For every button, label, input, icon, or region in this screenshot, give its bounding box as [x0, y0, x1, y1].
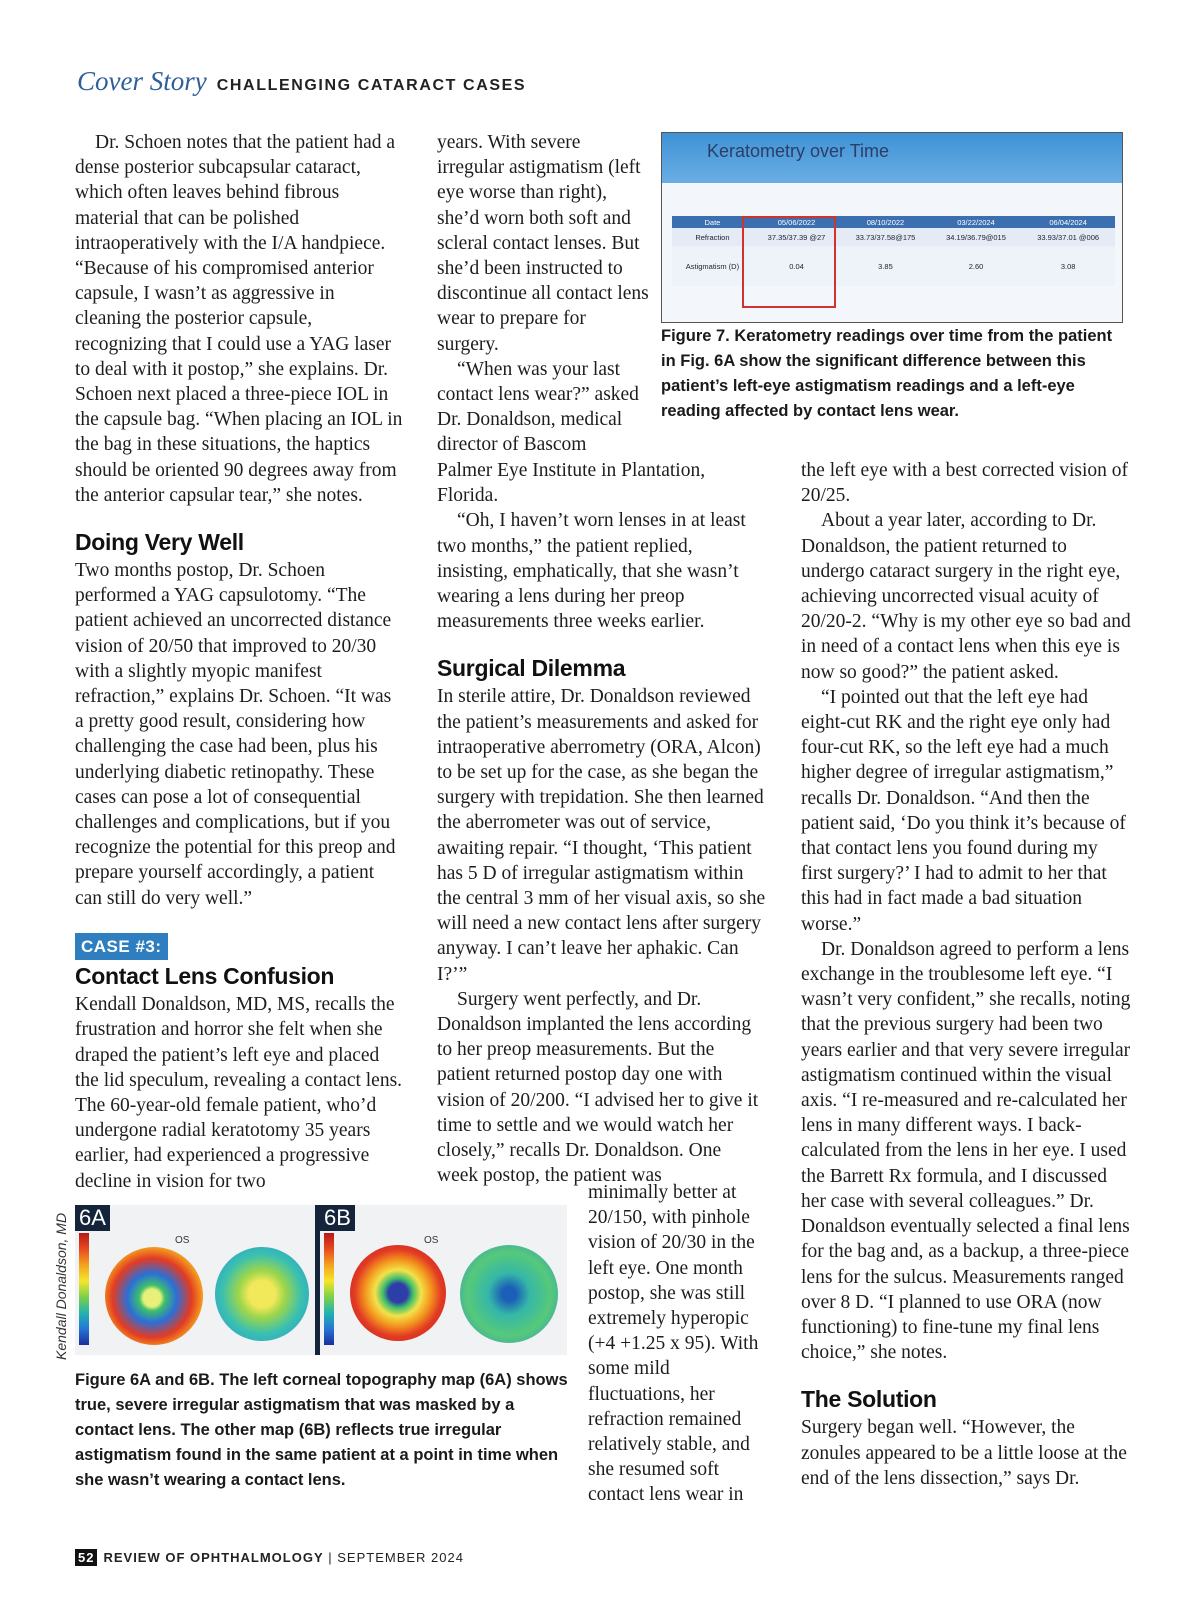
case-badge: CASE #3: [75, 933, 168, 960]
table-cell: 08/10/2022 [840, 216, 931, 228]
section-label: Cover Story [77, 66, 207, 96]
topography-panel-6b [320, 1205, 567, 1355]
table-cell: 3.08 [1021, 246, 1115, 286]
story-title: CHALLENGING CATARACT CASES [216, 77, 527, 94]
paragraph: About a year later, according to Dr. Donaldson, the patient returned to undergo cataract surgery in the right eye, achieving uncorrected visual acuity of 20/20-2. “Why is my other eye so bad and in need of a contact lens when this eye is now so good?” the patient asked. [801, 510, 1131, 683]
table-cell: Refraction [672, 228, 753, 246]
paragraph: In sterile attire, Dr. Donaldson reviewed the patient’s measurements and asked for intraoperative aberrometry (ORA, Alcon) to be set up for the case, as she began the surgery with trepidation. She then learned the aberrometer was out of service, awaiting repair. “I thought, ‘This patient has 5 D of irregular astigmatism within the central 3 mm of her visual axis, so she will need a new contact lens after surgery anyway. I can’t leave her aphakic. Can I?’” [437, 686, 766, 985]
column-2-main [437, 458, 767, 1188]
table-cell: Astigmatism (D) [672, 246, 753, 286]
topography-map [350, 1245, 446, 1341]
panel-label-6b: 6B [320, 1205, 355, 1231]
paragraph: years. With severe irregular astigmatism (left eye worse than right), she’d worn both soft and scleral contact lenses. But she’d been instructed to discontinue all contact lens wear to prepare for surgery. [437, 132, 649, 355]
table-cell: 05/06/2022 [753, 216, 840, 228]
table-header-row [672, 216, 1115, 228]
page-number: 52 [75, 1549, 97, 1566]
topography-map [460, 1245, 558, 1343]
paragraph: minimally better at 20/150, with pinhole vision of 20/30 in the left eye. One month postop, she was still extremely hyperopic (+4 +1.25 x 95). With some mild fluctuations, her refraction remained relatively stable, and she resumed soft contact lens wear in [588, 1182, 759, 1506]
table-cell: 34.19/36.79@015 [931, 228, 1022, 246]
paragraph: Dr. Schoen notes that the patient had a dense posterior subcapsular cataract, which often leaves behind fibrous material that can be polished intraoperatively with the I/A handpiece. “Because of his compromised anterior capsule, I wasn’t as aggressive in cleaning the posterior capsule, recognizing that I could use a YAG laser to deal with it postop,” she explains. Dr. Schoen next placed a three-piece IOL in the capsule bag. “When placing an IOL in the bag in these situations, the haptics should be oriented 90 degrees away from the anterior capsular tear,” she notes. [75, 132, 403, 506]
running-header [77, 66, 526, 97]
column-3 [801, 458, 1131, 1491]
paragraph: the left eye with a best corrected vision of 20/25. [801, 460, 1129, 507]
table-cell: 03/22/2024 [931, 216, 1022, 228]
table-cell: 3.85 [840, 246, 931, 286]
column-2-top [437, 130, 652, 458]
table-cell: 37.35/37.39 @27 [753, 228, 840, 246]
table-cell: Date [672, 216, 753, 228]
paragraph: “When was your last contact lens wear?” asked Dr. Donaldson, medical director of Bascom [437, 358, 639, 456]
paragraph: “Oh, I haven’t worn lenses in at least two months,” the patient replied, insisting, emphatically, that she wasn’t wearing a lens during her preop measurements three weeks earlier. [437, 510, 746, 633]
paragraph: Dr. Donaldson agreed to perform a lens exchange in the troublesome left eye. “I wasn’t very confident,” she recalls, noting that the previous surgery had been two years earlier and that very severe irregular astigmatism continued within the visual axis. “I re-measured and re-calculated her lens in many different ways. I back-calculated from the lens in her eye. I used the Barrett Rx formula, and I discussed her case with several colleagues.” Dr. Donaldson eventually selected a final lens for the bag and, as a backup, a three-piece lens for the sulcus. Measurements ranged over 8 D. “I planned to use ORA (now functioning) to fine-tune my final lens choice,” she notes. [801, 938, 1131, 1364]
table-cell: 2.60 [931, 246, 1022, 286]
subhead-the-solution: The Solution [801, 1386, 937, 1413]
photo-credit: Kendall Donaldson, MD [53, 1212, 69, 1360]
subhead-surgical-dilemma: Surgical Dilemma [437, 655, 626, 682]
keratometry-figure [661, 132, 1123, 323]
keratometry-table [672, 216, 1115, 286]
eye-label: OS [424, 1235, 439, 1246]
paragraph: Palmer Eye Institute in Plantation, Florida. [437, 460, 706, 507]
figure-6-caption: Figure 6A and 6B. The left corneal topography map (6A) shows true, severe irregular astigmatism that was masked by a contact lens. The other map (6B) reflects true irregular astigmatism found in the same patient at a point in time when she wasn’t wearing a contact lens. [75, 1371, 568, 1489]
paragraph: “I pointed out that the left eye had eight-cut RK and the right eye only had four-cut RK, so the left eye had a much higher degree of irregular astigmatism,” recalls Dr. Donaldson. “And then the patient said, ‘Do you think it’s because of that contact lens you found during my first surgery?’ I had to admit to her that this had in fact made a bad situation worse.” [801, 686, 1126, 935]
table-cell: 06/04/2024 [1021, 216, 1115, 228]
table-cell: 33.93/37.01 @006 [1021, 228, 1115, 246]
table-cell: 0.04 [753, 246, 840, 286]
color-scale [79, 1233, 89, 1345]
figure-title: Keratometry over Time [707, 141, 890, 161]
highlight-box [742, 216, 836, 308]
topography-panel-6a [75, 1205, 315, 1355]
subhead-contact-lens-confusion: Contact Lens Confusion [75, 963, 335, 990]
paragraph: Surgery went perfectly, and Dr. Donaldson implanted the lens according to her preop measurements. But the patient returned postop day one with vision of 20/200. “I advised her to give it time to settle and we would watch her closely,” recalls Dr. Donaldson. One week postop, the patient was [437, 988, 759, 1187]
topography-figure [75, 1205, 567, 1355]
table-row [672, 228, 1115, 246]
color-scale [324, 1233, 334, 1345]
paragraph: Kendall Donaldson, MD, MS, recalls the frustration and horror she felt when she draped the patient’s left eye and placed the lid speculum, revealing a contact lens. The 60-year-old female patient, who’d undergone radial keratotomy 35 years earlier, had experienced a progressive decline in vision for two [75, 994, 403, 1192]
subhead-doing-very-well: Doing Very Well [75, 529, 244, 556]
panel-label-6a: 6A [75, 1205, 110, 1231]
paragraph: Surgery began well. “However, the zonules appeared to be a little loose at the end of the lens dissection,” says Dr. [801, 1417, 1127, 1489]
column-2-bottom [588, 1180, 768, 1508]
paragraph: Two months postop, Dr. Schoen performed a YAG capsulotomy. “The patient achieved an uncorrected distance vision of 20/50 that improved to 20/30 with a slightly myopic manifest refraction,” explains Dr. Schoen. “It was a pretty good result, considering how challenging the case had been, plus his underlying diabetic retinopathy. These cases can pose a lot of consequential challenges and complications, but if you recognize the potential for this preop and prepare yourself accordingly, a patient can still do very well.” [75, 560, 396, 909]
topography-map [215, 1247, 309, 1341]
figure-7-caption: Figure 7. Keratometry readings over time from the patient in Fig. 6A show the significant difference between this patient’s left-eye astigmatism readings and a left-eye reading affected by contact lens wear. [661, 327, 1113, 420]
issue-date: SEPTEMBER 2024 [337, 1550, 464, 1565]
table-row [672, 246, 1115, 286]
table-cell: 33.73/37.58@175 [840, 228, 931, 246]
page-footer: 52 REVIEW OF OPHTHALMOLOGY | SEPTEMBER 2024 [75, 1550, 464, 1565]
column-1 [75, 130, 403, 1194]
magazine-name: REVIEW OF OPHTHALMOLOGY [103, 1550, 324, 1565]
eye-label: OS [175, 1235, 190, 1246]
topography-map [105, 1247, 203, 1345]
